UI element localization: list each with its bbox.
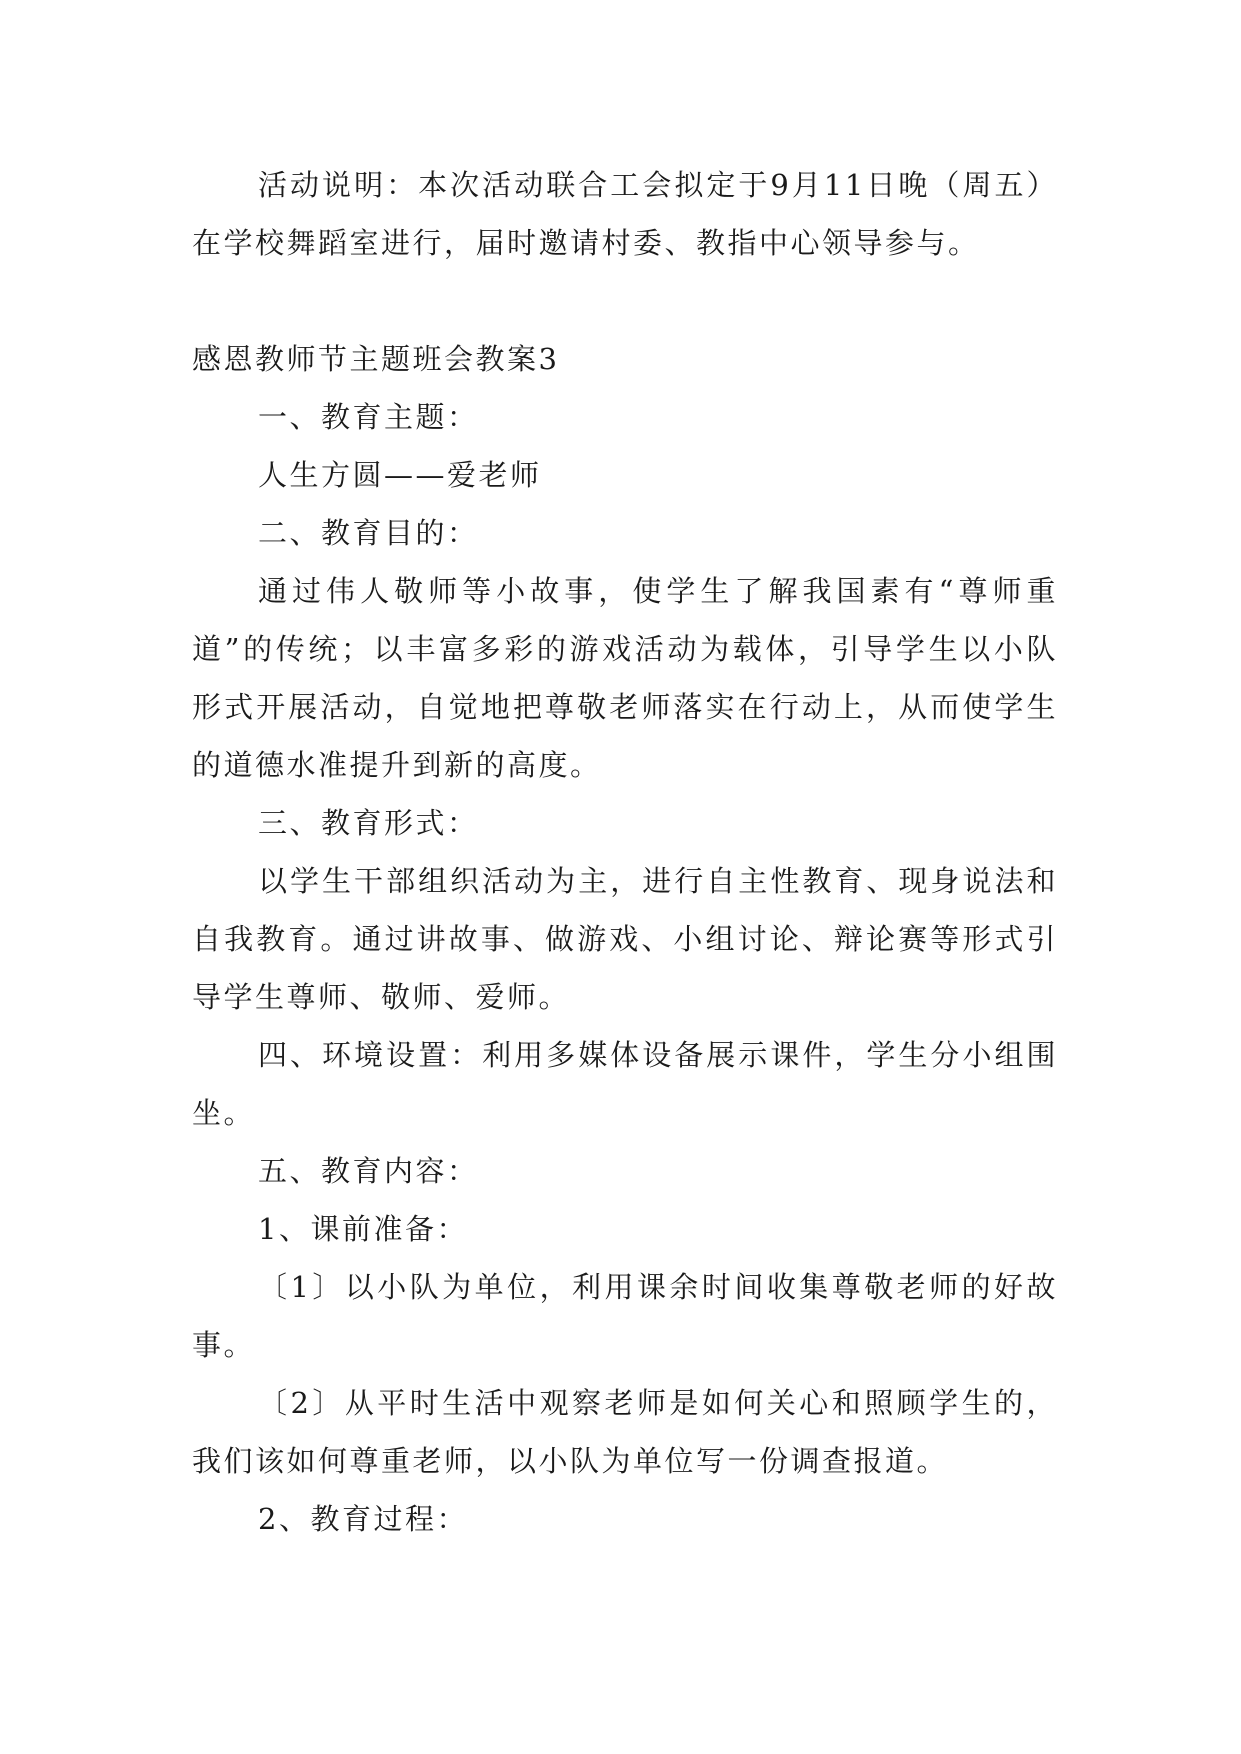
preparation-heading: 1、课前准备： [258, 1212, 468, 1246]
activity-note-paragraph: 活动说明：本次活动联合工会拟定于9月11日晚（周五）在学校舞蹈室进行，届时邀请村委、教指中心领导参与。 [192, 168, 1058, 260]
content-heading: 五、教育内容： [258, 1154, 479, 1188]
preparation-item-2: 〔2〕从平时生活中观察老师是如何关心和照顾学生的，我们该如何尊重老师，以小队为单位写一份调查报道。 [192, 1386, 1058, 1478]
form-heading: 三、教育形式： [258, 806, 479, 840]
section-title: 感恩教师节主题班会教案3 [192, 342, 560, 376]
process-heading: 2、教育过程： [258, 1502, 468, 1536]
paragraph-gap [192, 272, 1058, 330]
document-body [192, 156, 1058, 1548]
environment-paragraph: 四、环境设置：利用多媒体设备展示课件，学生分小组围坐。 [192, 1038, 1058, 1130]
goal-paragraph: 通过伟人敬师等小故事，使学生了解我国素有“尊师重道”的传统；以丰富多彩的游戏活动为载体，引导学生以小队形式开展活动，自觉地把尊敬老师落实在行动上，从而使学生的道德水准提升到新的高度。 [192, 574, 1058, 782]
goal-heading: 二、教育目的： [258, 516, 479, 550]
form-paragraph: 以学生干部组织活动为主，进行自主性教育、现身说法和自我教育。通过讲故事、做游戏、小组讨论、辩论赛等形式引导学生尊师、敬师、爱师。 [192, 864, 1058, 1014]
theme-heading: 一、教育主题： [258, 400, 479, 434]
preparation-item-1: 〔1〕以小队为单位，利用课余时间收集尊敬老师的好故事。 [192, 1270, 1058, 1362]
theme-text: 人生方圆——爱老师 [258, 458, 542, 492]
